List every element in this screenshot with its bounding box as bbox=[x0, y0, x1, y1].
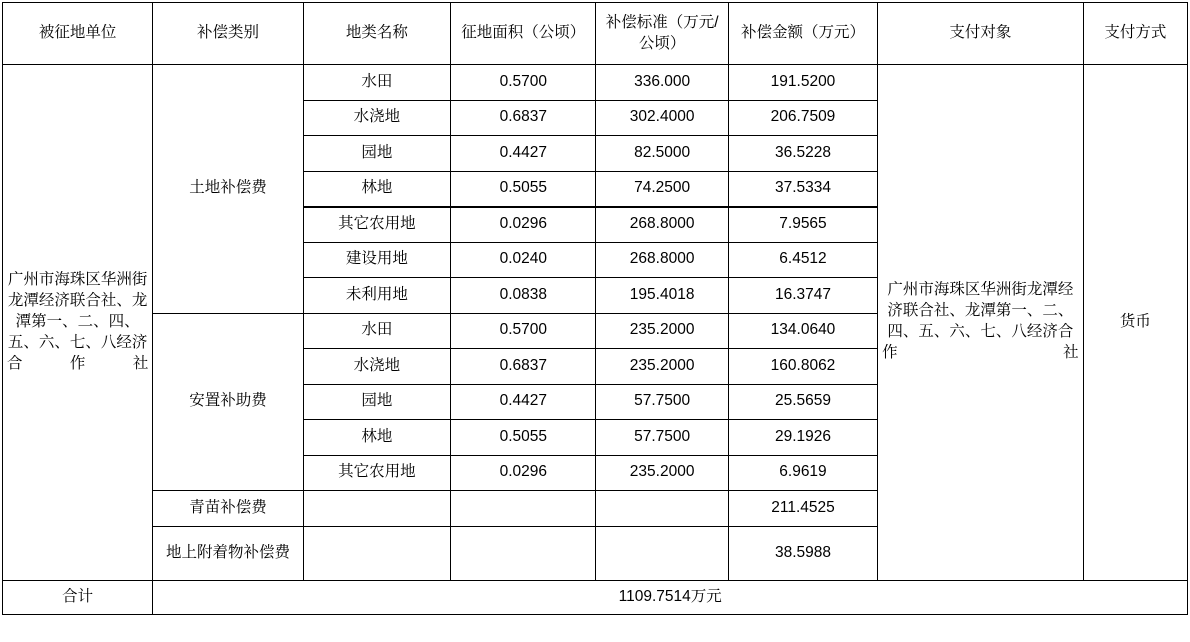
header-category: 补偿类别 bbox=[153, 3, 303, 65]
area-value bbox=[451, 491, 596, 527]
amount-value: 211.4525 bbox=[728, 491, 877, 527]
unit-name-cell: 广州市海珠区华洲街龙潭经济联合社、龙潭第一、二、四、五、六、七、八经济合作社 bbox=[3, 65, 153, 581]
area-value: 0.0240 bbox=[451, 242, 596, 278]
standard-value: 235.2000 bbox=[596, 313, 728, 349]
amount-value: 134.0640 bbox=[728, 313, 877, 349]
area-value: 0.4427 bbox=[451, 136, 596, 172]
standard-value bbox=[596, 526, 728, 580]
standard-value: 74.2500 bbox=[596, 171, 728, 207]
area-value: 0.6837 bbox=[451, 100, 596, 136]
land-type: 园地 bbox=[303, 136, 450, 172]
table-row bbox=[3, 65, 1188, 101]
amount-value: 36.5228 bbox=[728, 136, 877, 172]
header-standard: 补偿标准（万元/公顷） bbox=[596, 3, 728, 65]
compensation-table bbox=[2, 2, 1188, 615]
standard-value: 57.7500 bbox=[596, 384, 728, 420]
area-value: 0.4427 bbox=[451, 384, 596, 420]
area-value: 0.0296 bbox=[451, 455, 596, 491]
land-type: 水浇地 bbox=[303, 349, 450, 385]
header-payee: 支付对象 bbox=[878, 3, 1084, 65]
land-type: 水田 bbox=[303, 65, 450, 101]
payment-method-cell: 货币 bbox=[1083, 65, 1187, 581]
standard-value: 195.4018 bbox=[596, 278, 728, 314]
amount-value: 206.7509 bbox=[728, 100, 877, 136]
amount-value: 191.5200 bbox=[728, 65, 877, 101]
area-value: 0.6837 bbox=[451, 349, 596, 385]
land-type: 未利用地 bbox=[303, 278, 450, 314]
standard-value: 235.2000 bbox=[596, 349, 728, 385]
standard-value: 82.5000 bbox=[596, 136, 728, 172]
amount-value: 6.9619 bbox=[728, 455, 877, 491]
standard-value: 57.7500 bbox=[596, 420, 728, 456]
amount-value: 38.5988 bbox=[728, 526, 877, 580]
category-attachments: 地上附着物补偿费 bbox=[153, 526, 303, 580]
total-label: 合计 bbox=[3, 580, 153, 614]
land-type: 水田 bbox=[303, 313, 450, 349]
area-value: 0.0838 bbox=[451, 278, 596, 314]
area-value: 0.5055 bbox=[451, 171, 596, 207]
standard-value: 268.8000 bbox=[596, 207, 728, 243]
category-land-compensation: 土地补偿费 bbox=[153, 65, 303, 314]
land-type: 其它农用地 bbox=[303, 207, 450, 243]
land-type: 林地 bbox=[303, 420, 450, 456]
header-area: 征地面积（公顷） bbox=[451, 3, 596, 65]
area-value: 0.5700 bbox=[451, 65, 596, 101]
standard-value: 302.4000 bbox=[596, 100, 728, 136]
area-value: 0.5055 bbox=[451, 420, 596, 456]
land-type bbox=[303, 526, 450, 580]
header-row bbox=[3, 3, 1188, 65]
header-payment-method: 支付方式 bbox=[1083, 3, 1187, 65]
total-value: 1109.7514万元 bbox=[153, 580, 1188, 614]
standard-value: 336.000 bbox=[596, 65, 728, 101]
land-type: 建设用地 bbox=[303, 242, 450, 278]
land-type: 园地 bbox=[303, 384, 450, 420]
standard-value: 268.8000 bbox=[596, 242, 728, 278]
standard-value bbox=[596, 491, 728, 527]
header-amount: 补偿金额（万元） bbox=[728, 3, 877, 65]
table-body bbox=[3, 65, 1188, 615]
land-type: 其它农用地 bbox=[303, 455, 450, 491]
amount-value: 6.4512 bbox=[728, 242, 877, 278]
area-value: 0.0296 bbox=[451, 207, 596, 243]
payee-cell: 广州市海珠区华洲街龙潭经济联合社、龙潭第一、二、四、五、六、七、八经济合作社 bbox=[878, 65, 1084, 581]
amount-value: 29.1926 bbox=[728, 420, 877, 456]
table-header bbox=[3, 3, 1188, 65]
category-resettlement-subsidy: 安置补助费 bbox=[153, 313, 303, 491]
category-young-crops: 青苗补偿费 bbox=[153, 491, 303, 527]
area-value bbox=[451, 526, 596, 580]
amount-value: 25.5659 bbox=[728, 384, 877, 420]
land-type bbox=[303, 491, 450, 527]
header-unit: 被征地单位 bbox=[3, 3, 153, 65]
amount-value: 160.8062 bbox=[728, 349, 877, 385]
total-row bbox=[3, 580, 1188, 614]
standard-value: 235.2000 bbox=[596, 455, 728, 491]
land-type: 林地 bbox=[303, 171, 450, 207]
header-land-type: 地类名称 bbox=[303, 3, 450, 65]
land-type: 水浇地 bbox=[303, 100, 450, 136]
amount-value: 16.3747 bbox=[728, 278, 877, 314]
area-value: 0.5700 bbox=[451, 313, 596, 349]
amount-value: 7.9565 bbox=[728, 207, 877, 243]
amount-value: 37.5334 bbox=[728, 171, 877, 207]
